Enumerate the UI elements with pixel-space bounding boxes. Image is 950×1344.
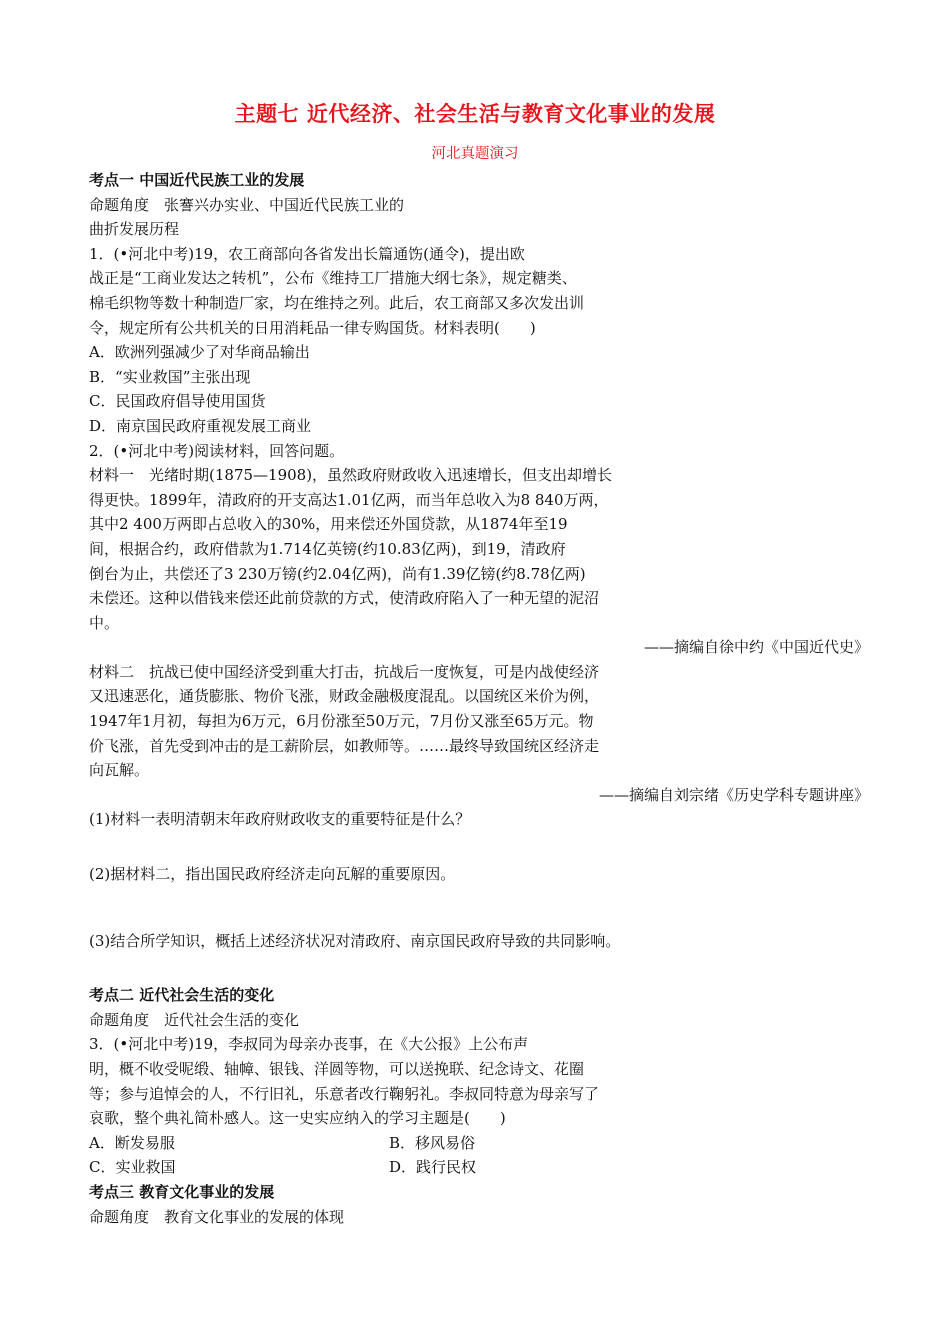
answer-option: A．欧洲列强减少了对华商品输出 — [89, 343, 310, 362]
material-source: ——摘编自徐中约《中国近代史》 — [643, 638, 869, 657]
section-heading: 考点二 近代社会生活的变化 — [89, 986, 275, 1005]
sub-question: (1)材料一表明清朝末年政府财政收支的重要特征是什么？ — [89, 810, 471, 829]
question-text: 战正是“工商业发达之转机”，公布《维持工厂措施大纲七条》，规定糖类、 — [89, 269, 577, 288]
material-line: 向瓦解。 — [89, 761, 150, 780]
answer-option-row — [89, 1131, 869, 1156]
question-text: 1．(•河北中考)19，农工商部向各省发出长篇通饬(通令)，提出欧 — [89, 244, 525, 263]
material-line: 其中2 400万两即占总收入的30%，用来偿还外国贷款，从1874年至19 — [89, 515, 568, 534]
material-line: 价飞涨，首先受到冲击的是工薪阶层，如教师等。……最终导致国统区经济走 — [89, 736, 600, 755]
question-text: 棉毛织物等数十种制造厂家，均在维持之列。此后，农工商部又多次发出训 — [89, 293, 585, 312]
answer-option: A．断发易服 — [89, 1133, 175, 1152]
section-heading: 考点一 中国近代民族工业的发展 — [89, 171, 305, 189]
material-line: 未偿还。这种以借钱来偿还此前贷款的方式，使清政府陷入了一种无望的泥沼 — [89, 589, 600, 608]
question-angle: 命题角度 教育文化事业的发展的体现 — [89, 1207, 345, 1226]
answer-option: D．践行民权 — [389, 1158, 477, 1177]
sub-question: (3)结合所学知识，概括上述经济状况对清政府、南京国民政府导致的共同影响。 — [89, 931, 621, 950]
answer-option: D．南京国民政府重视发展工商业 — [89, 416, 312, 435]
page-subtitle: 河北真题演习 — [431, 146, 519, 162]
answer-option: B．移风易俗 — [389, 1133, 476, 1152]
material-source: ——摘编自刘宗绪《历史学科专题讲座》 — [598, 785, 869, 804]
material-line: 又迅速恶化，通货膨胀、物价飞涨，财政金融极度混乱。以国统区米价为例， — [89, 687, 600, 706]
question-text: 等；参与追悼会的人，不行旧礼，乐意者改行鞠躬礼。李叔同特意为母亲写了 — [89, 1084, 600, 1103]
question-text: 明，概不收受呢缎、轴幛、银钱、洋圆等物，可以送挽联、纪念诗文、花圈 — [89, 1060, 585, 1078]
question-text: 哀歌，整个典礼简朴感人。这一史实应纳入的学习主题是( ) — [89, 1109, 506, 1128]
question-angle-cont: 曲折发展历程 — [89, 220, 180, 239]
sub-question: (2)据材料二，指出国民政府经济走向瓦解的重要原因。 — [89, 865, 456, 884]
question-text: 3．(•河北中考)19，李叔同为母亲办丧事，在《大公报》上公布声 — [89, 1035, 529, 1054]
material-line: 间，根据合约，政府借款为1.714亿英镑(约10.83亿两)，到19，清政府 — [89, 539, 566, 558]
material-line: 材料二 抗战已使中国经济受到重大打击，抗战后一度恢复，可是内战使经济 — [89, 662, 600, 681]
material-line: 得更快。1899年，清政府的开支高达1.01亿两，而当年总收入为8 840万两， — [89, 490, 609, 509]
question-angle: 命题角度 张謇兴办实业、中国近代民族工业的 — [89, 195, 405, 214]
page-title: 主题七 近代经济、社会生活与教育文化事业的发展 — [234, 102, 716, 126]
answer-option-row — [89, 1155, 869, 1180]
material-line: 材料一 光绪时期(1875—1908)，虽然政府财政收入迅速增长，但支出却增长 — [89, 466, 613, 485]
question-text: 令，规定所有公共机关的日用消耗品一律专购国货。材料表明( ) — [89, 318, 536, 337]
answer-option: C．民国政府倡导使用国货 — [89, 392, 266, 411]
answer-option: C．实业救国 — [89, 1158, 176, 1177]
material-line: 1947年1月初，每担为6万元，6月份涨至50万元，7月份又涨至65万元。物 — [89, 712, 594, 731]
document-body — [89, 168, 869, 1229]
question-intro: 2．(•河北中考)阅读材料，回答问题。 — [89, 441, 345, 460]
question-angle: 命题角度 近代社会生活的变化 — [89, 1010, 300, 1029]
material-line: 倒台为止，共偿还了3 230万镑(约2.04亿两)，尚有1.39亿镑(约8.78亿两) — [89, 564, 586, 583]
answer-option: B．“实业救国”主张出现 — [89, 367, 251, 386]
section-heading: 考点三 教育文化事业的发展 — [89, 1182, 275, 1201]
material-line: 中。 — [89, 613, 120, 632]
